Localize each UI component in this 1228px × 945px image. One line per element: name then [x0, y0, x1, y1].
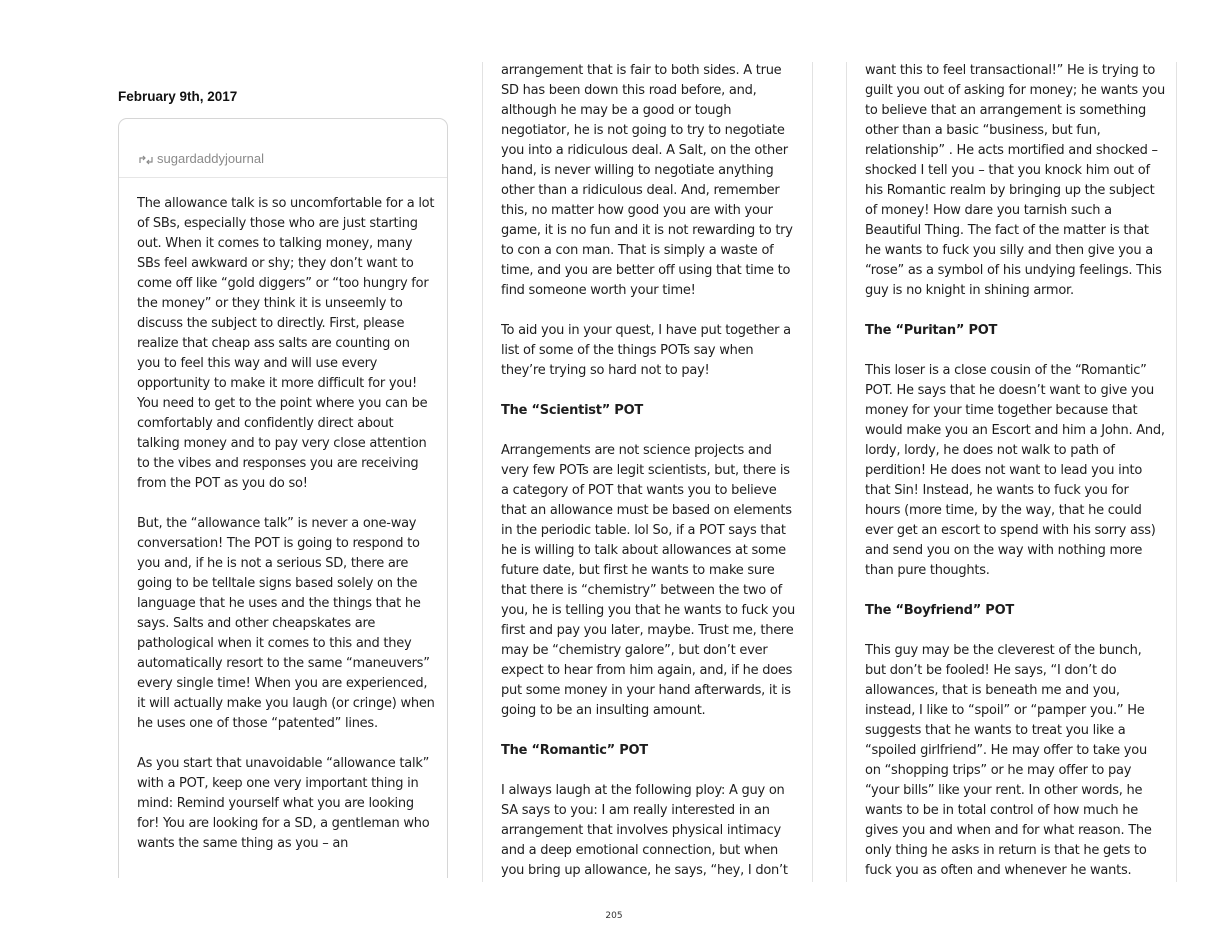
paragraph: This guy may be the cleverest of the bunch, but don’t be fooled! He says, “I don’t do allowances, that is beneath me and you, instead, I like to “spoil” or “pamper you.” He suggests that he wants to treat you like a “spoiled girlfriend”. He may offer to take you on “shopping trips” or he may offer to pay “your bills” like your rent. In other words, he wants to be in total control of how much he gives you and when and for what reason. The only thing he asks in return is that he gets to fuck you as often and whenever he wants. — [865, 643, 1152, 878]
paragraph: To aid you in your quest, I have put together a list of some of the things POTs say when they’re trying so hard not to pay! — [501, 323, 791, 378]
paragraph: As you start that unavoidable “allowance talk” with a POT, keep one very important thing in mind: Remind yourself what you are looking for! You are looking for a SD, a gentleman who wants the same thing as you – an — [137, 756, 430, 851]
text-column-1 — [137, 194, 435, 856]
post-date: February 9th, 2017 — [118, 89, 238, 104]
text-column-2 — [501, 61, 797, 883]
reblog-source[interactable]: sugardaddyjournal — [157, 150, 264, 166]
column-3-right-border — [1176, 62, 1177, 882]
column-2-left-border — [482, 62, 483, 882]
reblog-header — [119, 119, 447, 178]
column-2-right-border — [812, 62, 813, 882]
text-column-3 — [865, 61, 1165, 883]
section-heading: The “Romantic” POT — [501, 743, 648, 758]
paragraph: The allowance talk is so uncomfortable for a lot of SBs, especially those who are just starting out. When it comes to talking money, many SBs feel awkward or shy; they don’t want to come off like “gold diggers” or “too hungry for the money” or they think it is unseemly to discuss the subject to directly. First, please realize that cheap ass salts are counting on you to feel this way and will use every opportunity to make it more difficult for you! You need to get to the point where you can be comfortably and confidently direct about talking money and to pay very close attention to the vibes and responses you are receiving from the POT as you do so! — [137, 196, 435, 491]
column-3-left-border — [846, 62, 847, 882]
paragraph: But, the “allowance talk” is never a one-way conversation! The POT is going to respond to you and, if he is not a serious SD, there are going to be telltale signs based solely on the language that he uses and the things that he says. Salts and other cheapskates are pathological when it comes to this and they automatically resort to the same “maneuvers” every single time! When you are experienced, it will actually make you laugh (or cringe) when he uses one of those “patented” lines. — [137, 516, 435, 731]
paragraph: Arrangements are not science projects and very few POTs are legit scientists, but, there is a category of POT that wants you to believe that an allowance must be based on elements in the periodic table. lol So, if a POT says that he is willing to talk about allowances at some future date, but first he wants to make sure that there is “chemistry” between the two of you, he is telling you that he wants to fuck you first and pay you later, maybe. Trust me, there may be “chemistry galore”, but don’t ever expect to hear from him again, and, if he does put some money in your hand afterwards, it is going to be an insulting amount. — [501, 443, 796, 718]
reblog-icon — [139, 153, 153, 163]
paragraph: arrangement that is fair to both sides. A true SD has been down this road before, and, although he may be a good or tough negotiator, he is not going to try to negotiate you into a ridiculous deal. A Salt, on the other hand, is never willing to negotiate anything other than a ridiculous deal. And, remember this, no matter how good you are with your game, it is no fun and it is not rewarding to try to con a con man. That is simply a waste of time, and you are better off using that time to find someone worth your time! — [501, 63, 793, 298]
paragraph: I always laugh at the following ploy: A guy on SA says to you: I am really interested in an arrangement that involves physical intimacy and a deep emotional connection, but when you bring up allowance, he says, “hey, I don’t — [501, 783, 788, 878]
page-number: 205 — [605, 911, 623, 921]
paragraph: This loser is a close cousin of the “Romantic” POT. He says that he doesn’t want to give you money for your time together because that would make you an Escort and him a John. And, lordy, lordy, he does not walk to path of perdition! He does not want to lead you into that Sin! Instead, he wants to fuck you for hours (more time, by the way, that he could ever get an escort to spend with his sorry ass) and send you on the way with nothing more than pure thoughts. — [865, 363, 1165, 578]
section-heading: The “Scientist” POT — [501, 403, 643, 418]
paragraph: want this to feel transactional!” He is trying to guilt you out of asking for money; he wants you to believe that an arrangement is something other than a basic “business, but fun, relationship” . He acts mortified and shocked – shocked I tell you – that you knock him out of his Romantic realm by bringing up the subject of money! How dare you tarnish such a Beautiful Thing. The fact of the matter is that he wants to fuck you silly and then give you a “rose” as a symbol of his undying feelings. This guy is no knight in shining armor. — [865, 63, 1165, 298]
section-heading: The “Boyfriend” POT — [865, 603, 1014, 618]
section-heading: The “Puritan” POT — [865, 323, 998, 338]
